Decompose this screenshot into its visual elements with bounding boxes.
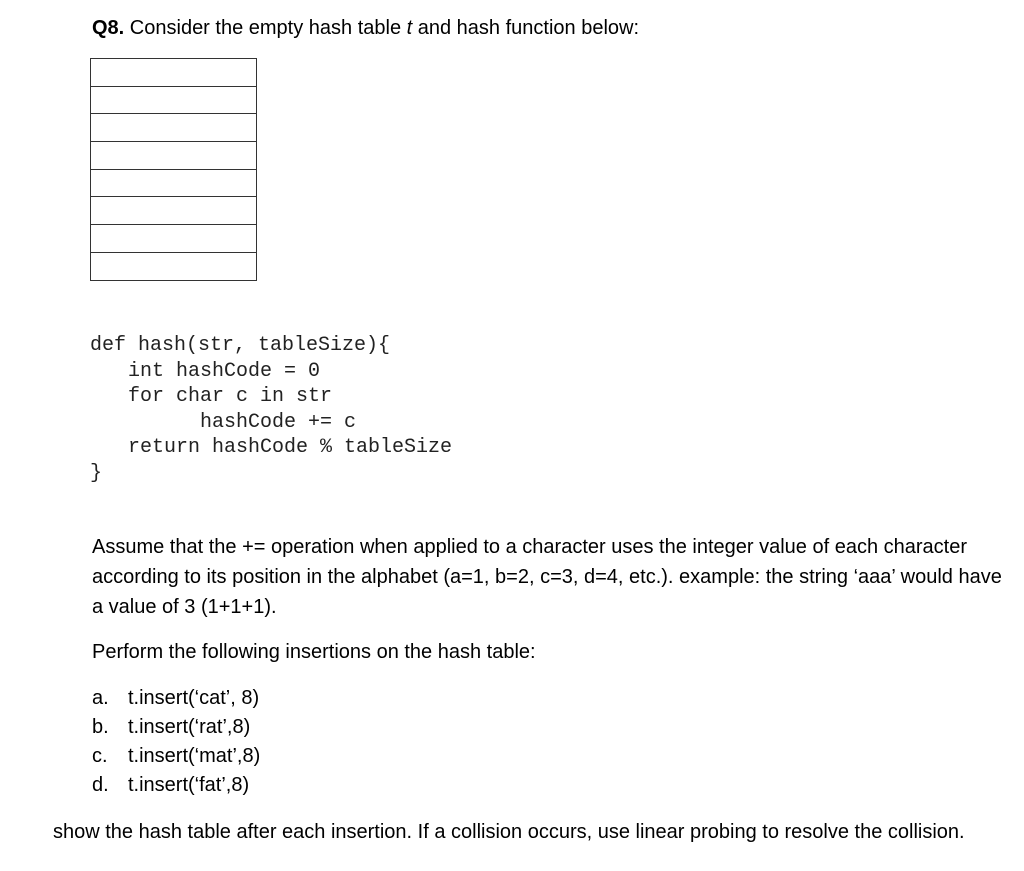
hash-table-slot bbox=[91, 169, 257, 197]
code-line-for: for char c in str bbox=[128, 385, 333, 408]
question-text-before: Consider the empty hash table bbox=[124, 17, 407, 39]
list-item-letter: b. bbox=[92, 716, 109, 738]
hash-table-slot bbox=[91, 225, 257, 253]
list-item bbox=[92, 684, 260, 713]
list-item-text: t.insert(‘cat’, 8) bbox=[128, 687, 260, 709]
final-instruction: show the hash table after each insertion. If a collision occurs, use linear probing to resolve the collision. bbox=[53, 821, 965, 843]
hash-table-slot bbox=[91, 59, 257, 87]
list-item-text: t.insert(‘fat’,8) bbox=[128, 774, 250, 796]
hash-table-slot bbox=[91, 114, 257, 142]
assumption-paragraph: Assume that the += operation when applied to a character uses the integer value of each character according to its position in the alphabet (a=1, b=2, c=3, d=4, etc.). example: the string ‘aaa’ would have a value of 3 (1+1+1). bbox=[92, 536, 1002, 618]
question-title bbox=[92, 14, 639, 42]
list-item-letter: d. bbox=[92, 774, 109, 796]
hash-table bbox=[90, 58, 257, 281]
code-line-return: return hashCode % tableSize bbox=[128, 436, 453, 459]
hash-table-slot bbox=[91, 197, 257, 225]
table-variable: t bbox=[406, 17, 413, 39]
hash-table-row bbox=[91, 225, 257, 253]
code-line-def: def hash(str, tableSize){ bbox=[90, 334, 391, 357]
instruction-paragraph: Perform the following insertions on the hash table: bbox=[92, 641, 536, 663]
hash-table-row bbox=[91, 114, 257, 142]
list-item-text: t.insert(‘mat’,8) bbox=[128, 745, 261, 767]
hash-table-slot bbox=[91, 86, 257, 114]
code-block bbox=[90, 333, 452, 486]
question-number: Q8. bbox=[92, 17, 125, 39]
hash-table-row bbox=[91, 59, 257, 87]
insertion-list bbox=[92, 684, 260, 800]
list-item bbox=[92, 713, 260, 742]
hash-table-row bbox=[91, 142, 257, 170]
hash-table-row bbox=[91, 169, 257, 197]
list-item bbox=[92, 771, 260, 800]
hash-table-row bbox=[91, 86, 257, 114]
code-line-close: } bbox=[90, 461, 103, 485]
code-line-accumulate: hashCode += c bbox=[200, 410, 357, 434]
list-item-text: t.insert(‘rat’,8) bbox=[128, 716, 251, 738]
hash-table-row bbox=[91, 197, 257, 225]
list-item-letter: c. bbox=[92, 745, 108, 767]
question-text-after: and hash function below: bbox=[412, 17, 640, 39]
list-item-letter: a. bbox=[92, 687, 109, 709]
hash-table-slot bbox=[91, 142, 257, 170]
list-item bbox=[92, 742, 260, 771]
hash-table-slot bbox=[91, 252, 257, 280]
hash-table-row bbox=[91, 252, 257, 280]
code-line-init: int hashCode = 0 bbox=[128, 359, 321, 383]
